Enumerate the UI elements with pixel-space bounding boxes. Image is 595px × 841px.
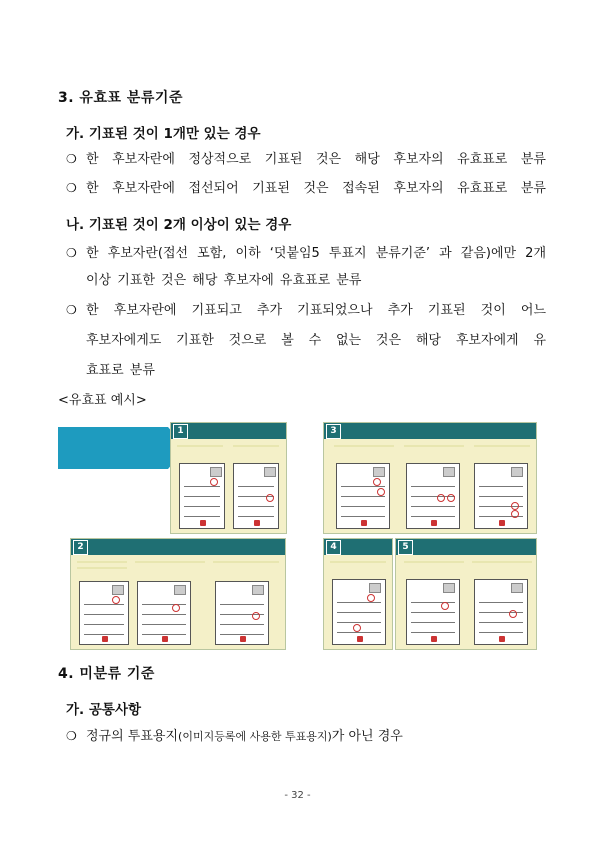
panel-number: 2 <box>73 540 88 555</box>
section-3-title: 3. 유효표 분류기준 <box>58 90 183 106</box>
panel-number: 5 <box>398 540 413 555</box>
ballot-image <box>179 463 225 529</box>
ballot-image <box>79 581 129 645</box>
section-4-title: 4. 미분류 기준 <box>58 666 155 682</box>
ballot-image <box>137 581 191 645</box>
ballot-image <box>215 581 269 645</box>
ballot-image <box>474 463 528 529</box>
example-panel-3 <box>323 422 537 534</box>
section-4a-title: 가. 공통사항 <box>66 702 142 718</box>
ballot-image <box>474 579 528 645</box>
ballot-image <box>233 463 279 529</box>
ballot-image <box>406 579 460 645</box>
panel-number: 1 <box>173 424 188 439</box>
example-caption: <유효표 예시> <box>58 393 147 408</box>
section-3b-title: 나. 기표된 것이 2개 이상이 있는 경우 <box>66 217 292 233</box>
example-panel-1 <box>170 422 287 534</box>
ballot-image <box>406 463 460 529</box>
example-callout-arrow <box>58 427 168 469</box>
page-number: - 32 - <box>284 790 311 801</box>
example-panel-4 <box>323 538 393 650</box>
bullet-icon: ❍ <box>66 729 77 743</box>
example-panel-5 <box>395 538 537 650</box>
bullet-icon: ❍ <box>66 246 77 260</box>
panel-number: 3 <box>326 424 341 439</box>
ballot-image <box>336 463 390 529</box>
section-3a-title: 가. 기표된 것이 1개만 있는 경우 <box>66 126 261 142</box>
bullet-icon: ❍ <box>66 152 77 166</box>
bullet-icon: ❍ <box>66 181 77 195</box>
example-panel-2 <box>70 538 286 650</box>
panel-number: 4 <box>326 540 341 555</box>
ballot-image <box>332 579 386 645</box>
bullet-icon: ❍ <box>66 303 77 317</box>
